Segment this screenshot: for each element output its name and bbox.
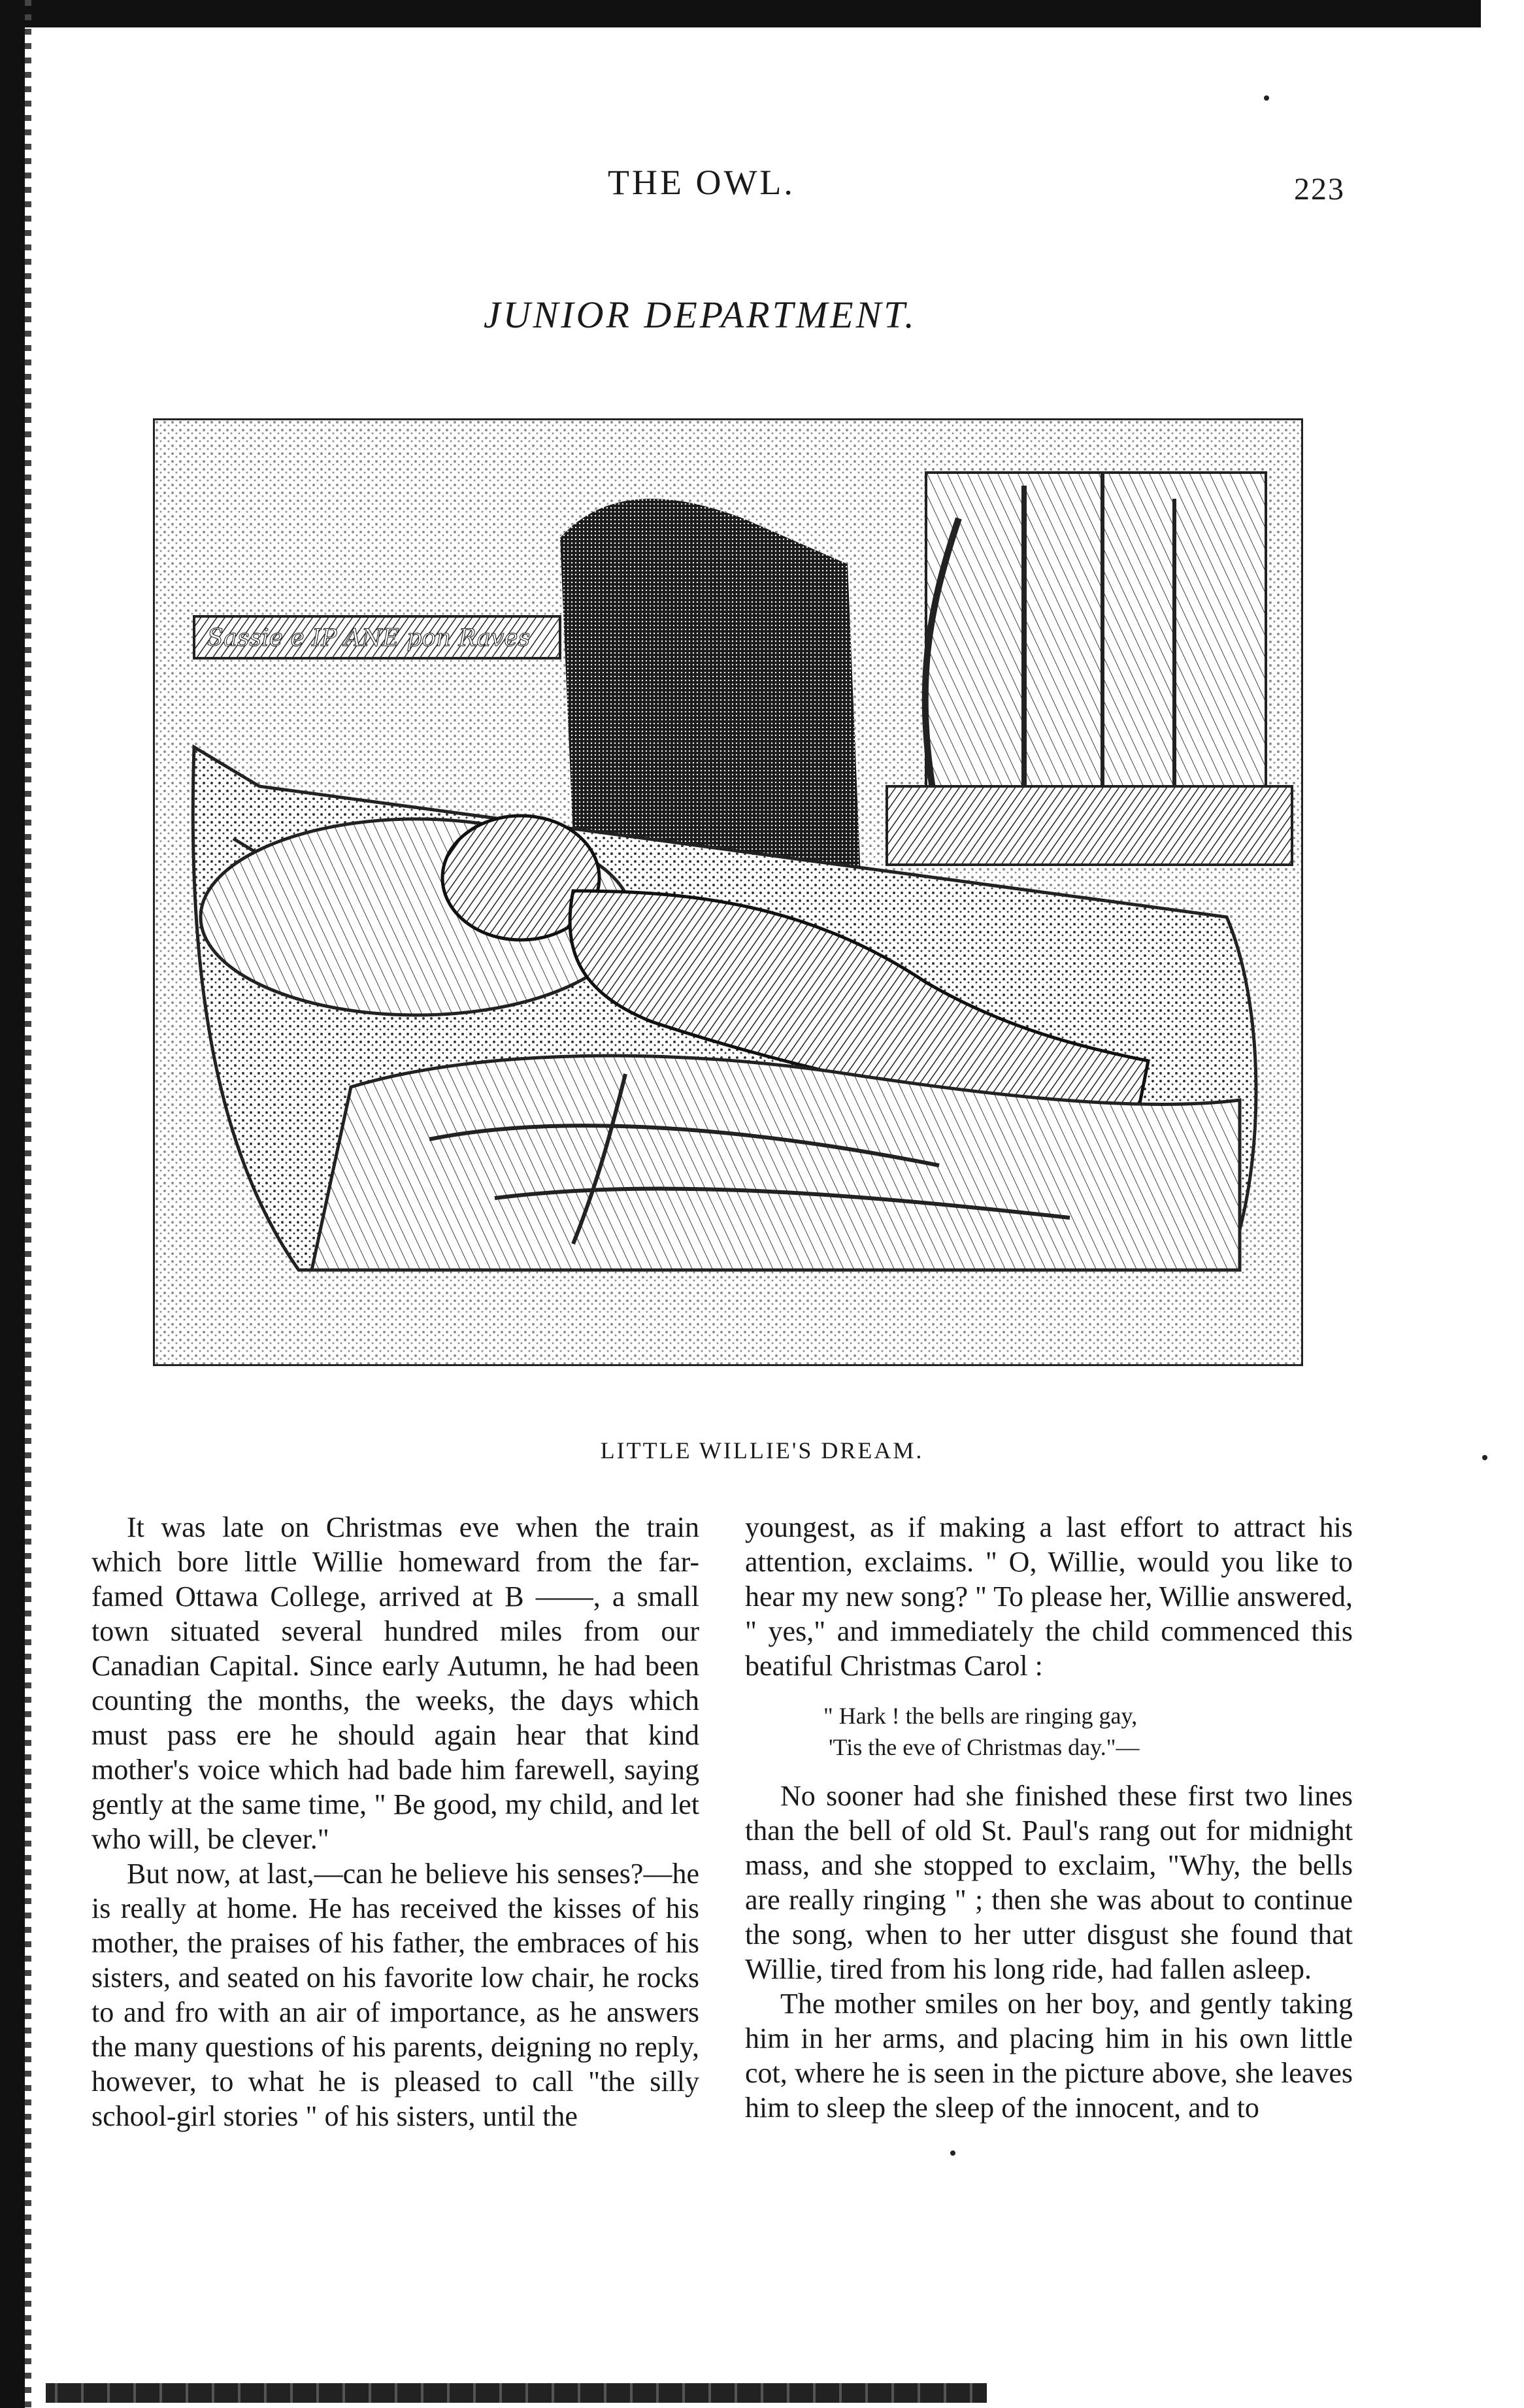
page-bottom-edge	[46, 2383, 987, 2403]
text-column-left	[91, 1510, 699, 2133]
illustration-caption: LITTLE WILLIE'S DREAM.	[600, 1437, 924, 1463]
window	[926, 473, 1266, 799]
christmas-carol-verse	[745, 1700, 1353, 1763]
paragraph: The mother smiles on her boy, and gently taking him in her arms, and placing him in his own little cot, where he is seen in the picture above, she leaves him to sleep the sleep of the innocent, and to	[745, 1988, 1353, 2124]
engraving-illustration	[153, 418, 1303, 1366]
paragraph: youngest, as if making a last effort to attract his attention, exclaims. " O, Willie, would you like to hear my new song? " To please her, Willie answered, " yes," and immediately the child commenced this beatiful Christmas Carol :	[745, 1511, 1353, 1682]
running-title: THE OWL.	[608, 163, 795, 202]
page-number: 223	[1294, 172, 1345, 207]
carol-line: 'Tis the eve of Christmas day."—	[829, 1734, 1140, 1760]
paragraph: No sooner had she finished these first two lines than the bell of old St. Paul's rang out for midnight mass, and she stopped to exclaim, "Why, the bells are really ringing " ; then she was about to continue the song, when to her utter disgust she found that Willie, tired from his long ride, had fallen asleep.	[745, 1780, 1353, 1985]
section-title: JUNIOR DEPARTMENT.	[484, 293, 917, 336]
page-left-edge	[0, 0, 25, 2408]
dresser	[887, 786, 1292, 865]
carol-line: " Hark ! the bells are ringing gay,	[823, 1703, 1138, 1729]
ink-speck	[950, 2150, 955, 2156]
banner-text: Sassie e IP ANE pon Raves	[207, 625, 531, 652]
page-top-edge	[20, 0, 1481, 27]
paragraph: It was late on Christmas eve when the train which bore little Willie homeward from the far-famed Ottawa College, arrived at B ——, a small town situated several hundred miles from our Canadian Capital. Since early Autumn, he had been counting the months, the weeks, the days which must pass ere he should again hear that kind mother's voice which had bade him farewell, saying gently at the same time, " Be good, my child, and let who will, be clever."	[91, 1511, 699, 1855]
text-column-right	[745, 1510, 1353, 2125]
sleeping-boy-engraving	[155, 420, 1301, 1364]
paragraph: But now, at last,—can he believe his senses?—he is really at home. He has received the kisses of his mother, the praises of his father, the embraces of his sisters, and seated on his favorite low chair, he rocks to and fro with an air of importance, as he answers the many questions of his parents, deigning no reply, however, to what he is pleased to call "the silly school-girl stories " of his sisters, until the	[91, 1858, 699, 2132]
ink-speck	[1264, 95, 1269, 101]
